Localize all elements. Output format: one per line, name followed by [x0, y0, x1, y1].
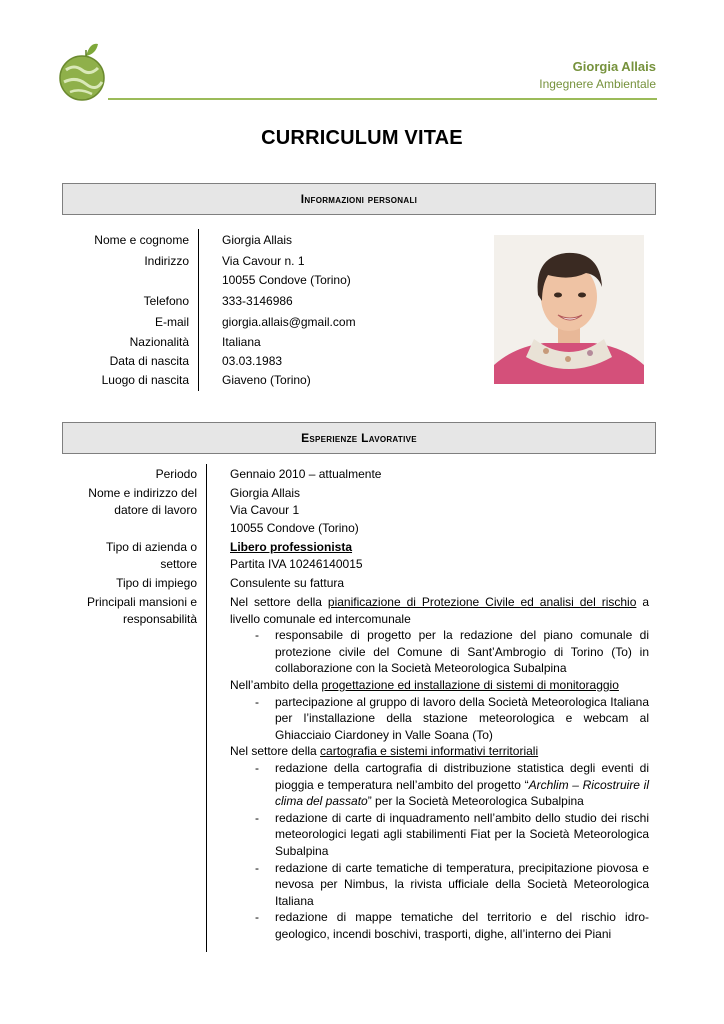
value-company-type: Libero professionista	[230, 540, 353, 554]
list-item: - partecipazione al gruppo di lavoro della Società Meteorologica Italiana per l’installazione della stazione meteorologica e webcam al Ghiacciaio Ciardoney in Valle Soana (To)	[230, 694, 649, 744]
value-nationality: Italiana	[222, 335, 261, 349]
label-period: Periodo	[155, 467, 197, 481]
duties-intro: Nel settore della pianificazione di Protezione Civile ed analisi del rischio a livello comunale ed intercomunale	[230, 595, 650, 626]
globe-leaf-icon	[56, 40, 110, 104]
header-name: Giorgia Allais	[572, 59, 656, 74]
label-address: Indirizzo	[144, 254, 189, 268]
list-item: - redazione di mappe tematiche del territorio e del rischio idro-geologico, incendi boschivi, trasporti, dighe, all’interno dei Piani	[230, 909, 649, 942]
label-birth-place: Luogo di nascita	[101, 373, 189, 387]
profile-photo	[494, 235, 644, 384]
section-heading-personal: Informazioni personali	[62, 183, 656, 215]
label-birth-date: Data di nascita	[109, 354, 189, 368]
value-job-type: Consulente su fattura	[230, 576, 345, 590]
label-phone: Telefono	[143, 294, 189, 308]
label-duties-line1: Principali mansioni e	[86, 595, 197, 609]
value-employer-name: Giorgia Allais	[230, 486, 301, 500]
value-address-line1: Via Cavour n. 1	[222, 254, 305, 268]
duties-text	[230, 594, 649, 942]
label-email: E-mail	[154, 315, 189, 329]
label-job-type: Tipo di impiego	[116, 576, 197, 590]
list-item: - responsabile di progetto per la redazione del piano comunale di protezione civile del Comune di Sant’Ambrogio di Torino (To) in collaborazione con la Società Meteorologica Subalpina	[230, 627, 649, 677]
section-heading-experience: Esperienze Lavorative	[62, 422, 656, 454]
value-employer-street: Via Cavour 1	[230, 503, 300, 517]
value-employer-city: 10055 Condove (Torino)	[230, 521, 359, 535]
value-email[interactable]: giorgia.allais@gmail.com	[222, 315, 356, 329]
list-item: - redazione della cartografia di distribuzione statistica degli eventi di pioggia e temperatura nell’ambito del progetto “Archlim – Ricostruire il clima del passato” per la Società Meteorologica Subalpina	[230, 760, 649, 810]
value-name: Giorgia Allais	[222, 233, 293, 247]
label-duties-line2: responsabilità	[122, 612, 197, 626]
label-name: Nome e cognome	[94, 233, 189, 247]
value-period: Gennaio 2010 – attualmente	[230, 467, 382, 481]
list-item: - redazione di carte tematiche di temperatura, precipitazione piovosa e nevosa per Nimbus, la rivista ufficiale della Società Meteorologica Italiana	[230, 860, 649, 910]
duties-intro: Nell’ambito della progettazione ed installazione di sistemi di monitoraggio	[230, 677, 619, 692]
label-employer-line1: Nome e indirizzo del	[88, 486, 197, 500]
value-phone: 333-3146986	[222, 294, 293, 308]
value-birth-date: 03.03.1983	[222, 354, 283, 368]
value-birth-place: Giaveno (Torino)	[222, 373, 311, 387]
value-vat: Partita IVA 10246140015	[230, 557, 363, 571]
column-divider	[198, 229, 199, 391]
header-role: Ingegnere Ambientale	[539, 77, 656, 91]
label-company-type-line2: settore	[160, 557, 197, 571]
label-company-type-line1: Tipo di azienda o	[106, 540, 197, 554]
column-divider	[206, 464, 207, 952]
duties-intro: Nel settore della cartografia e sistemi informativi territoriali	[230, 744, 539, 759]
document-title: CURRICULUM VITAE	[261, 127, 463, 149]
list-item: - redazione di carte di inquadramento nell’ambito dello studio dei rischi meteorologici legati agli stabilimenti Fiat per la Società Meteorologica Subalpina	[230, 810, 649, 860]
header-divider	[108, 98, 657, 100]
label-employer-line2: datore di lavoro	[114, 503, 197, 517]
label-nationality: Nazionalità	[129, 335, 189, 349]
value-address-line2: 10055 Condove (Torino)	[222, 273, 351, 287]
